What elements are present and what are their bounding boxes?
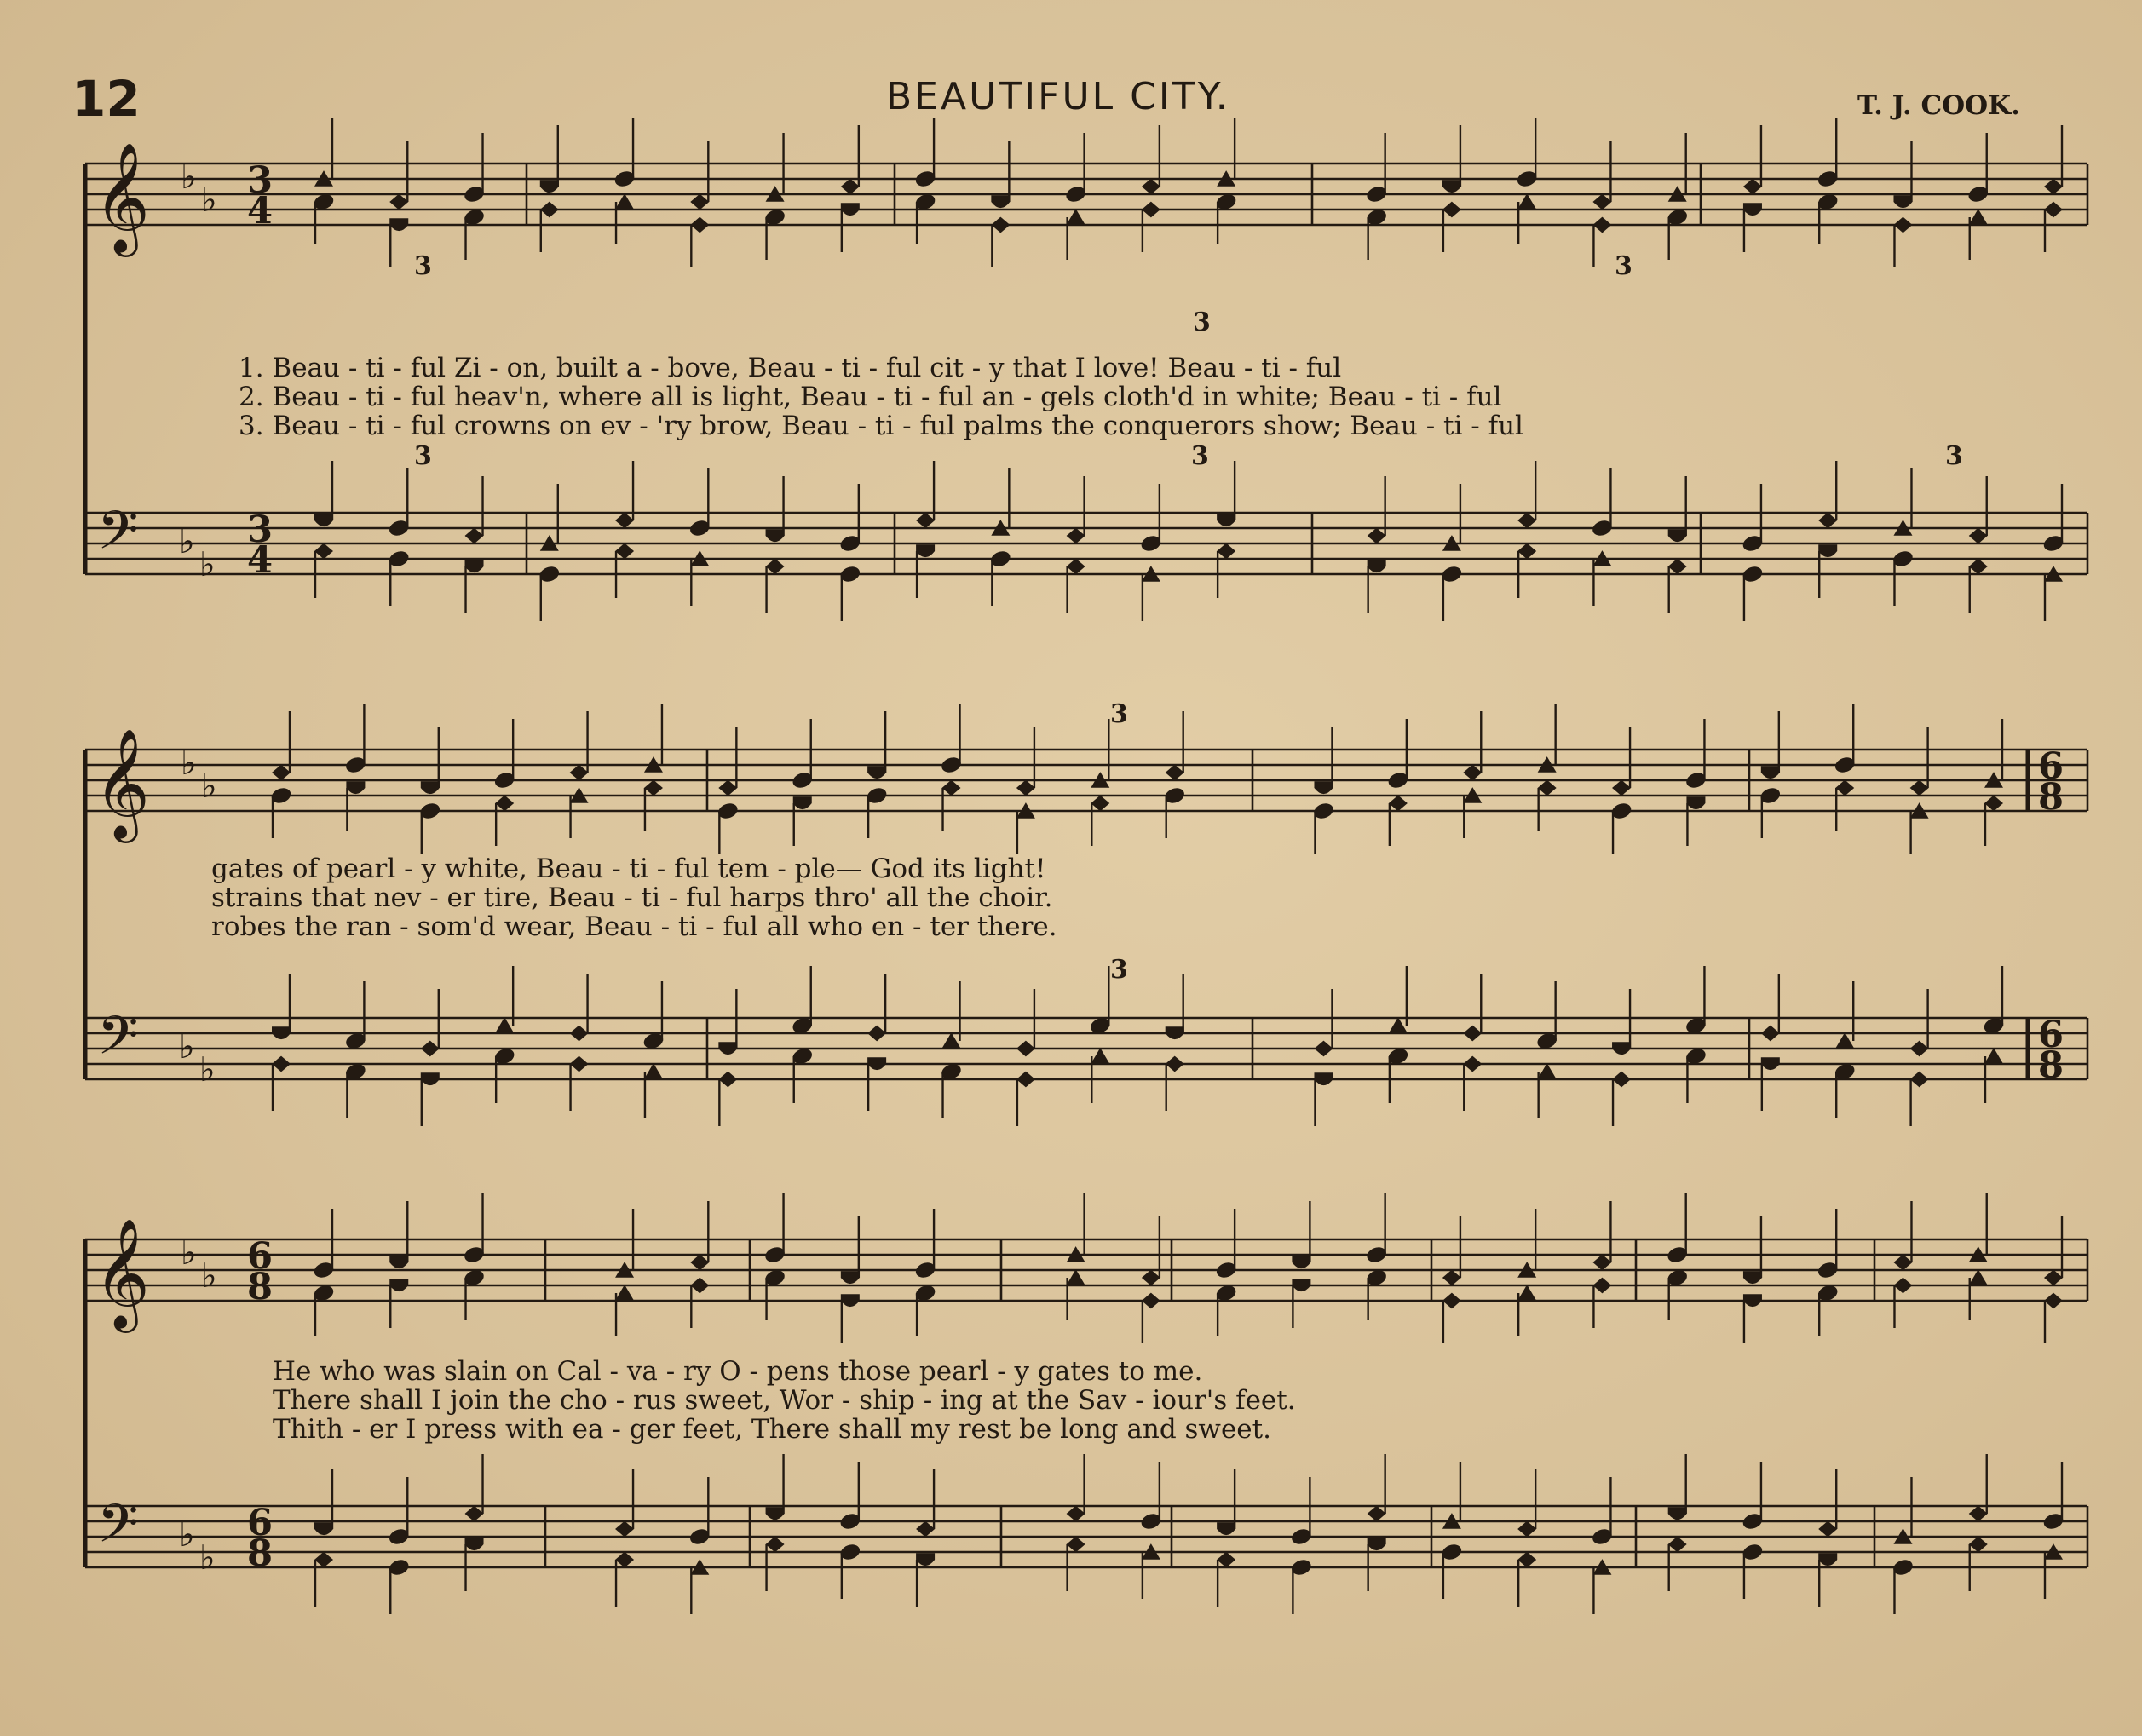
shape-note-head xyxy=(2044,1293,2063,1309)
shape-note-head xyxy=(1761,766,1780,779)
lyric-line-s3-v2 xyxy=(273,1385,1994,1416)
shape-note-head xyxy=(1818,1521,1837,1538)
flat-sign-icon: ♭ xyxy=(201,1256,217,1296)
shape-note-head xyxy=(1910,1041,1929,1057)
shape-note-head xyxy=(1067,528,1085,544)
lyric-text: Thith - er I press with ea - ger feet, There shall my rest be long and sweet. xyxy=(273,1414,1271,1445)
shape-note-head xyxy=(942,1032,961,1049)
shape-note-head xyxy=(389,218,408,231)
shape-note-head xyxy=(1517,543,1536,560)
flat-sign-icon: ♭ xyxy=(181,743,197,783)
shape-note-head xyxy=(1368,1538,1386,1550)
shape-note-head xyxy=(1686,796,1705,809)
shape-note-head xyxy=(1389,1017,1408,1033)
shape-note-head xyxy=(1818,544,1837,557)
lyric-line-s2-v1 xyxy=(211,854,1915,884)
shape-note-head xyxy=(1893,195,1912,208)
shape-note-head xyxy=(1969,528,1988,544)
lyric-line-s1-v2 xyxy=(239,382,2045,412)
shape-note-head xyxy=(314,1552,333,1568)
shape-note-head xyxy=(1463,765,1482,781)
shape-note-head xyxy=(421,1041,440,1057)
shape-note-head xyxy=(272,1026,291,1039)
composer-credit: T. J. COOK. xyxy=(1857,90,2020,121)
shape-note-head xyxy=(1067,559,1085,575)
triplet-mark: 3 xyxy=(1191,441,1209,471)
lyric-text: robes the ran - som'd wear, Beau - ti - ful all who en - ter there. xyxy=(211,911,1057,942)
shape-note-head xyxy=(1389,796,1408,812)
shape-note-head xyxy=(1314,1072,1333,1085)
flat-sign-icon: ♭ xyxy=(201,766,217,806)
shape-note-head xyxy=(465,1506,484,1522)
song-title: BEAUTIFUL CITY. xyxy=(886,75,1230,118)
time-signature-denominator: 8 xyxy=(2038,775,2064,819)
shape-note-head xyxy=(1592,1255,1611,1271)
shape-note-head xyxy=(1969,1269,1988,1285)
shape-note-head xyxy=(1463,1026,1482,1042)
shape-note-head xyxy=(615,543,634,560)
shape-note-head xyxy=(916,1553,935,1566)
shape-note-head xyxy=(495,796,514,812)
shape-note-head xyxy=(1893,1278,1912,1294)
flat-sign-icon: ♭ xyxy=(199,1049,216,1089)
flat-sign-icon: ♭ xyxy=(181,1233,197,1273)
shape-note-head xyxy=(1668,1507,1687,1520)
time-signature-numerator: 6 xyxy=(2038,1013,2064,1056)
shape-note-head xyxy=(615,1521,634,1538)
shape-note-head xyxy=(1166,1056,1184,1072)
shape-note-head xyxy=(1835,1032,1854,1049)
shape-note-head xyxy=(1091,1048,1109,1064)
shape-note-head xyxy=(1217,514,1235,526)
lyric-text: strains that nev - er tire, Beau - ti - ful harps thro' all the choir. xyxy=(211,882,1053,913)
shape-note-head xyxy=(615,1552,634,1568)
shape-note-head xyxy=(690,1255,709,1271)
time-signature-numerator: 6 xyxy=(2038,744,2064,788)
shape-note-head xyxy=(570,1026,589,1042)
shape-note-head xyxy=(1314,1041,1333,1057)
lyric-line-s3-v3 xyxy=(273,1414,1994,1445)
lyric-text: He who was slain on Cal - va - ry O - pens those pearl - y gates to me. xyxy=(273,1356,1203,1387)
shape-note-head xyxy=(1368,1506,1386,1522)
shape-note-head xyxy=(841,203,860,216)
time-signature-denominator: 4 xyxy=(247,538,274,582)
shape-note-head xyxy=(1538,1063,1557,1079)
bass-clef-icon: 𝄢 xyxy=(97,499,139,574)
shape-note-head xyxy=(1517,1521,1536,1538)
shape-note-head xyxy=(465,1538,484,1550)
shape-note-head xyxy=(272,1056,291,1072)
lyric-line-s3-v1 xyxy=(273,1356,1994,1387)
shape-note-head xyxy=(690,194,709,210)
shape-note-head xyxy=(841,179,860,195)
shape-note-head xyxy=(1517,1285,1536,1301)
flat-sign-icon: ♭ xyxy=(199,1538,216,1578)
shape-note-head xyxy=(570,765,589,781)
triplet-mark: 3 xyxy=(1615,251,1632,281)
shape-note-head xyxy=(867,766,886,779)
shape-note-head xyxy=(1142,179,1160,195)
shape-note-head xyxy=(1292,1279,1310,1291)
shape-note-head xyxy=(314,1522,333,1535)
time-signature-numerator: 6 xyxy=(247,1501,274,1544)
triplet-mark: 3 xyxy=(414,251,432,281)
time-signature-denominator: 8 xyxy=(2038,1043,2064,1087)
shape-note-head xyxy=(1442,202,1461,218)
shape-note-head xyxy=(1743,179,1762,195)
shape-note-head xyxy=(1969,559,1988,575)
shape-note-head xyxy=(1517,193,1536,210)
shape-note-head xyxy=(991,217,1010,233)
lyric-line-s1-v3 xyxy=(239,411,2045,441)
shape-note-head xyxy=(690,1278,709,1294)
shape-note-head xyxy=(1538,780,1557,796)
time-signature-denominator: 8 xyxy=(247,1532,274,1575)
shape-note-head xyxy=(465,528,484,544)
lyric-text: 1. Beau - ti - ful Zi - on, built a - bove, Beau - ti - ful cit - y that I love! Beau - ti - ful xyxy=(239,353,1342,383)
shape-note-head xyxy=(841,1294,860,1307)
shape-note-head xyxy=(766,1537,785,1553)
triplet-mark: 3 xyxy=(1110,955,1128,985)
shape-note-head xyxy=(615,513,634,529)
bass-clef-icon: 𝄢 xyxy=(97,1004,139,1079)
shape-note-head xyxy=(1910,1072,1929,1088)
shape-note-head xyxy=(766,559,785,575)
shape-note-head xyxy=(465,560,484,572)
shape-note-head xyxy=(1592,217,1611,233)
lyric-text: There shall I join the cho - rus sweet, Wor - ship - ing at the Sav - iour's feet. xyxy=(273,1385,1296,1416)
shape-note-head xyxy=(1067,1269,1085,1285)
shape-note-head xyxy=(1818,513,1837,529)
lyric-text: 2. Beau - ti - ful heav'n, where all is light, Beau - ti - ful an - gels cloth'd in white; Beau - ti - ful xyxy=(239,382,1502,412)
lyric-line-s1-v1 xyxy=(239,353,2045,383)
shape-note-head xyxy=(718,1042,737,1055)
shape-note-head xyxy=(1166,1026,1184,1039)
triplet-mark: 3 xyxy=(1193,308,1211,337)
flat-sign-icon: ♭ xyxy=(179,521,195,561)
flat-sign-icon: ♭ xyxy=(181,157,197,197)
time-signature-numerator: 3 xyxy=(247,158,274,202)
shape-note-head xyxy=(1442,180,1461,193)
shape-note-head xyxy=(942,780,961,796)
flat-sign-icon: ♭ xyxy=(179,1515,195,1555)
shape-note-head xyxy=(1592,1278,1611,1294)
shape-note-head xyxy=(1761,1026,1780,1042)
triplet-mark: 3 xyxy=(414,441,432,471)
flat-sign-icon: ♭ xyxy=(199,544,216,584)
treble-clef-icon: 𝄞 xyxy=(94,727,150,839)
shape-note-head xyxy=(389,1279,408,1291)
shape-note-head xyxy=(314,543,333,560)
shape-note-head xyxy=(1292,1256,1310,1268)
shape-note-head xyxy=(1067,1537,1085,1553)
lyric-line-s2-v2 xyxy=(211,882,1915,913)
shape-note-head xyxy=(1668,529,1687,542)
shape-note-head xyxy=(1984,796,2003,812)
shape-note-head xyxy=(1142,1293,1160,1309)
shape-note-head xyxy=(1612,780,1631,796)
shape-note-head xyxy=(1368,528,1386,544)
shape-note-head xyxy=(1091,796,1109,812)
shape-note-head xyxy=(644,780,663,796)
triplet-mark: 3 xyxy=(1110,699,1128,729)
shape-note-head xyxy=(1142,1270,1160,1286)
shape-note-head xyxy=(916,513,935,529)
shape-note-head xyxy=(1612,1072,1631,1088)
page-number: 12 xyxy=(72,70,141,128)
shape-note-head xyxy=(793,796,812,809)
shape-note-head xyxy=(1910,780,1929,796)
shape-note-head xyxy=(1368,560,1386,572)
shape-note-head xyxy=(1743,203,1762,216)
shape-note-head xyxy=(1893,1255,1912,1271)
time-signature-denominator: 8 xyxy=(247,1265,274,1308)
time-signature-numerator: 3 xyxy=(247,508,274,551)
triplet-mark: 3 xyxy=(1945,441,1963,471)
time-signature-denominator: 4 xyxy=(247,189,274,233)
shape-note-head xyxy=(1969,209,1988,225)
shape-note-head xyxy=(690,217,709,233)
shape-note-head xyxy=(495,1017,514,1033)
shape-note-head xyxy=(644,1063,663,1079)
shape-note-head xyxy=(766,1507,785,1520)
shape-note-head xyxy=(1314,781,1333,794)
shape-note-head xyxy=(1067,209,1085,225)
shape-note-head xyxy=(421,1072,440,1085)
shape-note-head xyxy=(1668,1537,1687,1553)
shape-note-head xyxy=(2044,202,2063,218)
shape-note-head xyxy=(867,1057,886,1070)
shape-note-head xyxy=(1217,543,1235,560)
shape-note-head xyxy=(1016,1072,1035,1088)
flat-sign-icon: ♭ xyxy=(201,180,217,220)
shape-note-head xyxy=(1969,1506,1988,1522)
bass-clef-icon: 𝄢 xyxy=(97,1492,139,1567)
shape-note-head xyxy=(1016,780,1035,796)
shape-note-head xyxy=(1835,780,1854,796)
shape-note-head xyxy=(1166,765,1184,781)
shape-note-head xyxy=(916,1521,935,1538)
shape-note-head xyxy=(1612,1042,1631,1055)
shape-note-head xyxy=(540,202,559,218)
shape-note-head xyxy=(1761,1057,1780,1070)
shape-note-head xyxy=(1517,1552,1536,1568)
shape-note-head xyxy=(2044,1270,2063,1286)
treble-clef-icon: 𝄞 xyxy=(94,1217,150,1329)
shape-note-head xyxy=(1668,559,1687,575)
shape-note-head xyxy=(1969,1537,1988,1553)
shape-note-head xyxy=(1217,1522,1235,1535)
shape-note-head xyxy=(1743,1271,1762,1284)
shape-note-head xyxy=(1442,1270,1461,1286)
shape-note-head xyxy=(1592,194,1611,210)
shape-note-head xyxy=(570,1056,589,1072)
shape-note-head xyxy=(346,781,365,794)
shape-note-head xyxy=(272,765,291,781)
shape-note-head xyxy=(2044,179,2063,195)
lyric-text: 3. Beau - ti - ful crowns on ev - 'ry brow, Beau - ti - ful palms the conquerors show; Beau - ti - ful xyxy=(239,411,1523,441)
shape-note-head xyxy=(1818,1553,1837,1566)
shape-note-head xyxy=(867,1026,886,1042)
shape-note-head xyxy=(540,180,559,193)
lyric-line-s2-v3 xyxy=(211,911,1915,942)
shape-note-head xyxy=(1463,1056,1482,1072)
shape-note-head xyxy=(1984,1048,2003,1064)
shape-note-head xyxy=(615,193,634,210)
time-signature-numerator: 6 xyxy=(247,1234,274,1278)
treble-clef-icon: 𝄞 xyxy=(94,141,150,253)
shape-note-head xyxy=(389,1256,408,1268)
shape-note-head xyxy=(1217,1552,1235,1568)
shape-note-head xyxy=(1893,217,1912,233)
shape-note-head xyxy=(916,544,935,557)
shape-note-head xyxy=(1067,1506,1085,1522)
shape-note-head xyxy=(766,529,785,542)
shape-note-head xyxy=(1016,1041,1035,1057)
shape-note-head xyxy=(718,1072,737,1088)
shape-note-head xyxy=(615,1285,634,1301)
shape-note-head xyxy=(1442,1293,1461,1309)
shape-note-head xyxy=(389,194,408,210)
shape-note-head xyxy=(1517,513,1536,529)
shape-note-head xyxy=(1743,1294,1762,1307)
shape-note-head xyxy=(991,195,1010,208)
shape-note-head xyxy=(718,780,737,796)
flat-sign-icon: ♭ xyxy=(179,1026,195,1066)
shape-note-head xyxy=(314,514,333,526)
shape-note-head xyxy=(841,1271,860,1284)
lyric-text: gates of pearl - y white, Beau - ti - ful tem - ple— God its light! xyxy=(211,854,1046,884)
shape-note-head xyxy=(421,781,440,794)
shape-note-head xyxy=(1142,202,1160,218)
